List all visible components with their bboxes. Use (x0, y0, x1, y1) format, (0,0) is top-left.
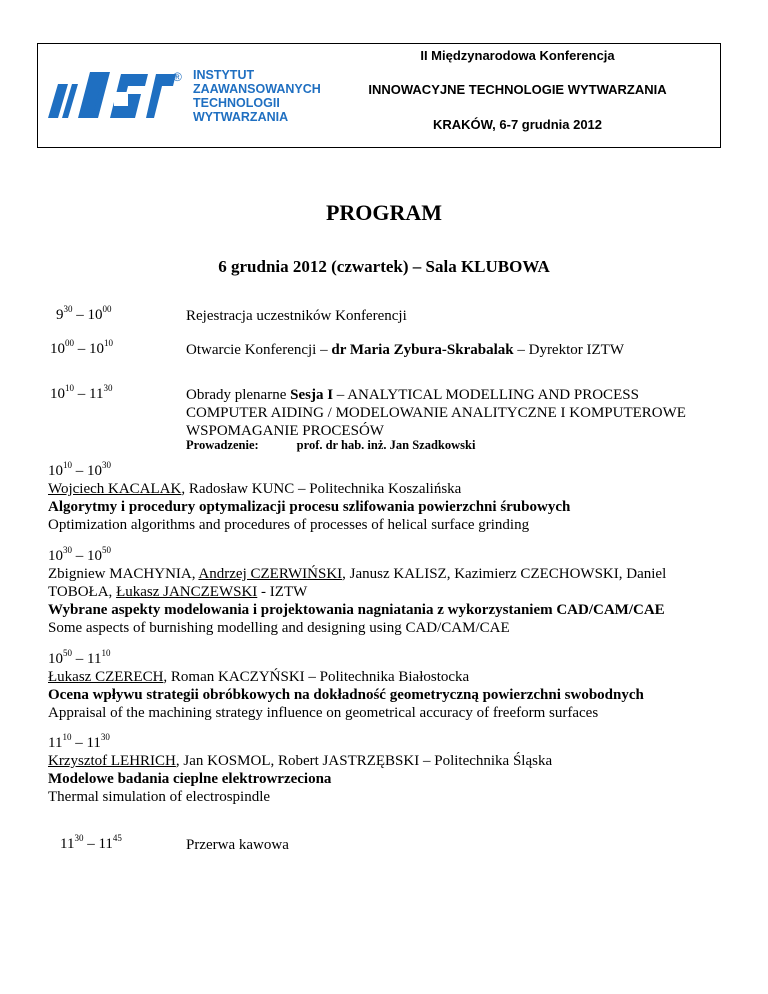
talk-item (48, 547, 666, 637)
talk-title-en: Appraisal of the machining strategy influence on geometrical accuracy of freeform surfaces (48, 705, 599, 721)
talk-item (48, 650, 644, 722)
session-description: Obrady plenarne Sesja I – ANALYTICAL MODELLING AND PROCESS COMPUTER AIDING / MODELOWANIE ANALITYCZNE I KOMPUTEROWE WSPOMAGANIE PROCESÓW (186, 387, 686, 439)
talk-time: $10^{50} - 11^{10}$ (48, 648, 111, 667)
institute-line: TECHNOLOGII (193, 96, 280, 110)
session-label: Sesja I (290, 387, 334, 403)
talk-authors: Łukasz CZERECH, Roman KACZYŃSKI – Politechnika Białostocka (48, 669, 470, 685)
talk-title-en: Optimization algorithms and procedures of processes of helical surface grinding (48, 517, 530, 533)
time-range: $11^{30} - 11^{45}$ (60, 833, 122, 852)
session-chair: Prowadzenie: prof. dr hab. inż. Jan Szadkowski (186, 438, 476, 452)
conference-place-date: KRAKÓW, 6-7 grudnia 2012 (432, 117, 603, 132)
talk-title-en: Thermal simulation of electrospindle (48, 789, 271, 805)
institute-name (193, 68, 321, 124)
time-range: $10^{00} - 10^{10}$ (50, 338, 113, 357)
talk-authors: Zbigniew MACHYNIA, Andrzej CZERWIŃSKI, Janusz KALISZ, Kazimierz CZECHOWSKI, Daniel (48, 566, 667, 582)
day-heading: 6 grudnia 2012 (czwartek) – Sala KLUBOWA (218, 257, 550, 276)
ios-logo-icon (48, 70, 178, 118)
institute-line: ZAAWANSOWANYCH (193, 82, 321, 96)
talk-time: $11^{10} - 11^{30}$ (48, 732, 110, 751)
talk-time: $10^{30} - 10^{50}$ (48, 545, 111, 564)
talk-authors-cont: TOBOŁA, Łukasz JANCZEWSKI - IZTW (48, 584, 308, 600)
talk-authors: Krzysztof LEHRICH, Jan KOSMOL, Robert JASTRZĘBSKI – Politechnika Śląska (48, 753, 553, 769)
talk-item (48, 734, 552, 806)
time-range: $9^{30} - 10^{00}$ (56, 304, 112, 323)
talk-title-pl: Algorytmy i procedury optymalizacji procesu szlifowania powierzchni śrubowych (48, 499, 571, 515)
talk-item (48, 462, 570, 534)
time-range: $10^{10} - 11^{30}$ (50, 383, 113, 402)
page-title: PROGRAM (325, 200, 443, 225)
talk-title-pl: Ocena wpływu strategii obróbkowych na dokładność geometryczną powierzchni swobodnych (48, 687, 644, 703)
talk-time: $10^{10} - 10^{30}$ (48, 460, 111, 479)
institute-line: WYTWARZANIA (193, 110, 289, 124)
conference-name: II Międzynarodowa Konferencja (420, 48, 615, 63)
talk-title-pl: Wybrane aspekty modelowania i projektowania nagniatania z wykorzystaniem CAD/CAM/CAE (48, 602, 665, 618)
schedule-item-text: Otwarcie Konferencji – dr Maria Zybura-Skrabalak – Dyrektor IZTW (186, 342, 624, 358)
director-name: dr Maria Zybura-Skrabalak (331, 342, 514, 358)
institute-line: INSTYTUT (193, 68, 255, 82)
schedule-item-text: Rejestracja uczestników Konferencji (186, 308, 407, 324)
talk-title-en: Some aspects of burnishing modelling and designing using CAD/CAM/CAE (48, 620, 510, 636)
registered-mark: ® (173, 70, 182, 84)
coffee-break: Przerwa kawowa (186, 837, 289, 853)
talk-authors: Wojciech KACALAK, Radosław KUNC – Politechnika Koszalińska (48, 481, 462, 497)
conference-topic: INNOWACYJNE TECHNOLOGIE WYTWARZANIA (368, 82, 667, 97)
talk-title-pl: Modelowe badania cieplne elektrowrzeciona (48, 771, 332, 787)
